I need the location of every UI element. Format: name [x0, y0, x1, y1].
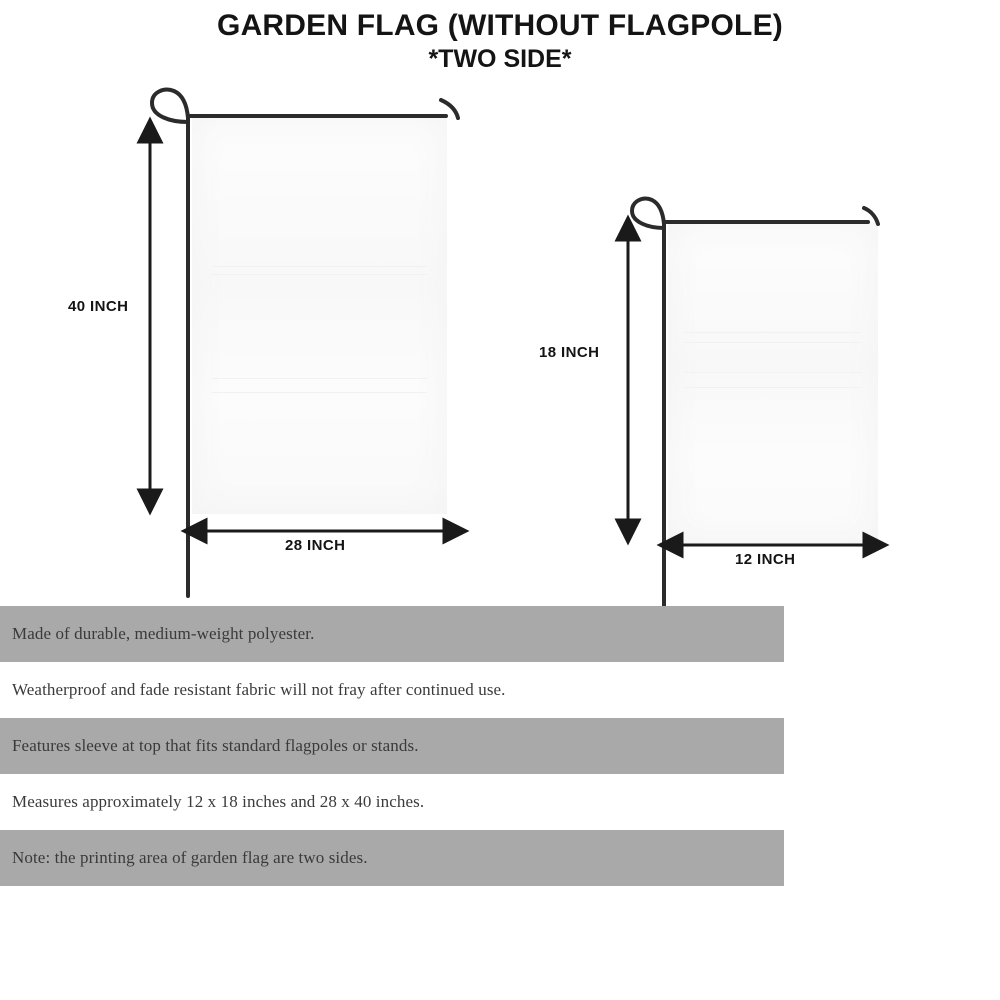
list-item — [0, 662, 784, 718]
large-flag-height-label: 40 INCH — [68, 298, 129, 315]
list-item-text: Weatherproof and fade resistant fabric will not fray after continued use. — [12, 680, 506, 699]
list-item — [0, 718, 784, 774]
small-flag-width-label: 12 INCH — [735, 551, 796, 568]
list-item-text: Features sleeve at top that fits standard flagpoles or stands. — [12, 736, 419, 755]
small-flag-fabric — [668, 222, 878, 546]
list-item — [0, 774, 784, 830]
list-item-text: Note: the printing area of garden flag are two sides. — [12, 848, 368, 867]
large-flag-width-label: 28 INCH — [285, 537, 346, 554]
list-item — [0, 606, 784, 662]
feature-list — [0, 606, 784, 886]
small-flag-height-label: 18 INCH — [539, 344, 600, 361]
page-subtitle: *TWO SIDE* — [428, 45, 572, 73]
title-block — [0, 8, 1000, 74]
list-item — [0, 830, 784, 886]
list-item-text: Measures approximately 12 x 18 inches and 28 x 40 inches. — [12, 792, 425, 811]
page-title: GARDEN FLAG (WITHOUT FLAGPOLE) — [217, 9, 783, 42]
large-flag-fabric — [192, 116, 447, 514]
list-item-text: Made of durable, medium-weight polyester. — [12, 624, 315, 643]
